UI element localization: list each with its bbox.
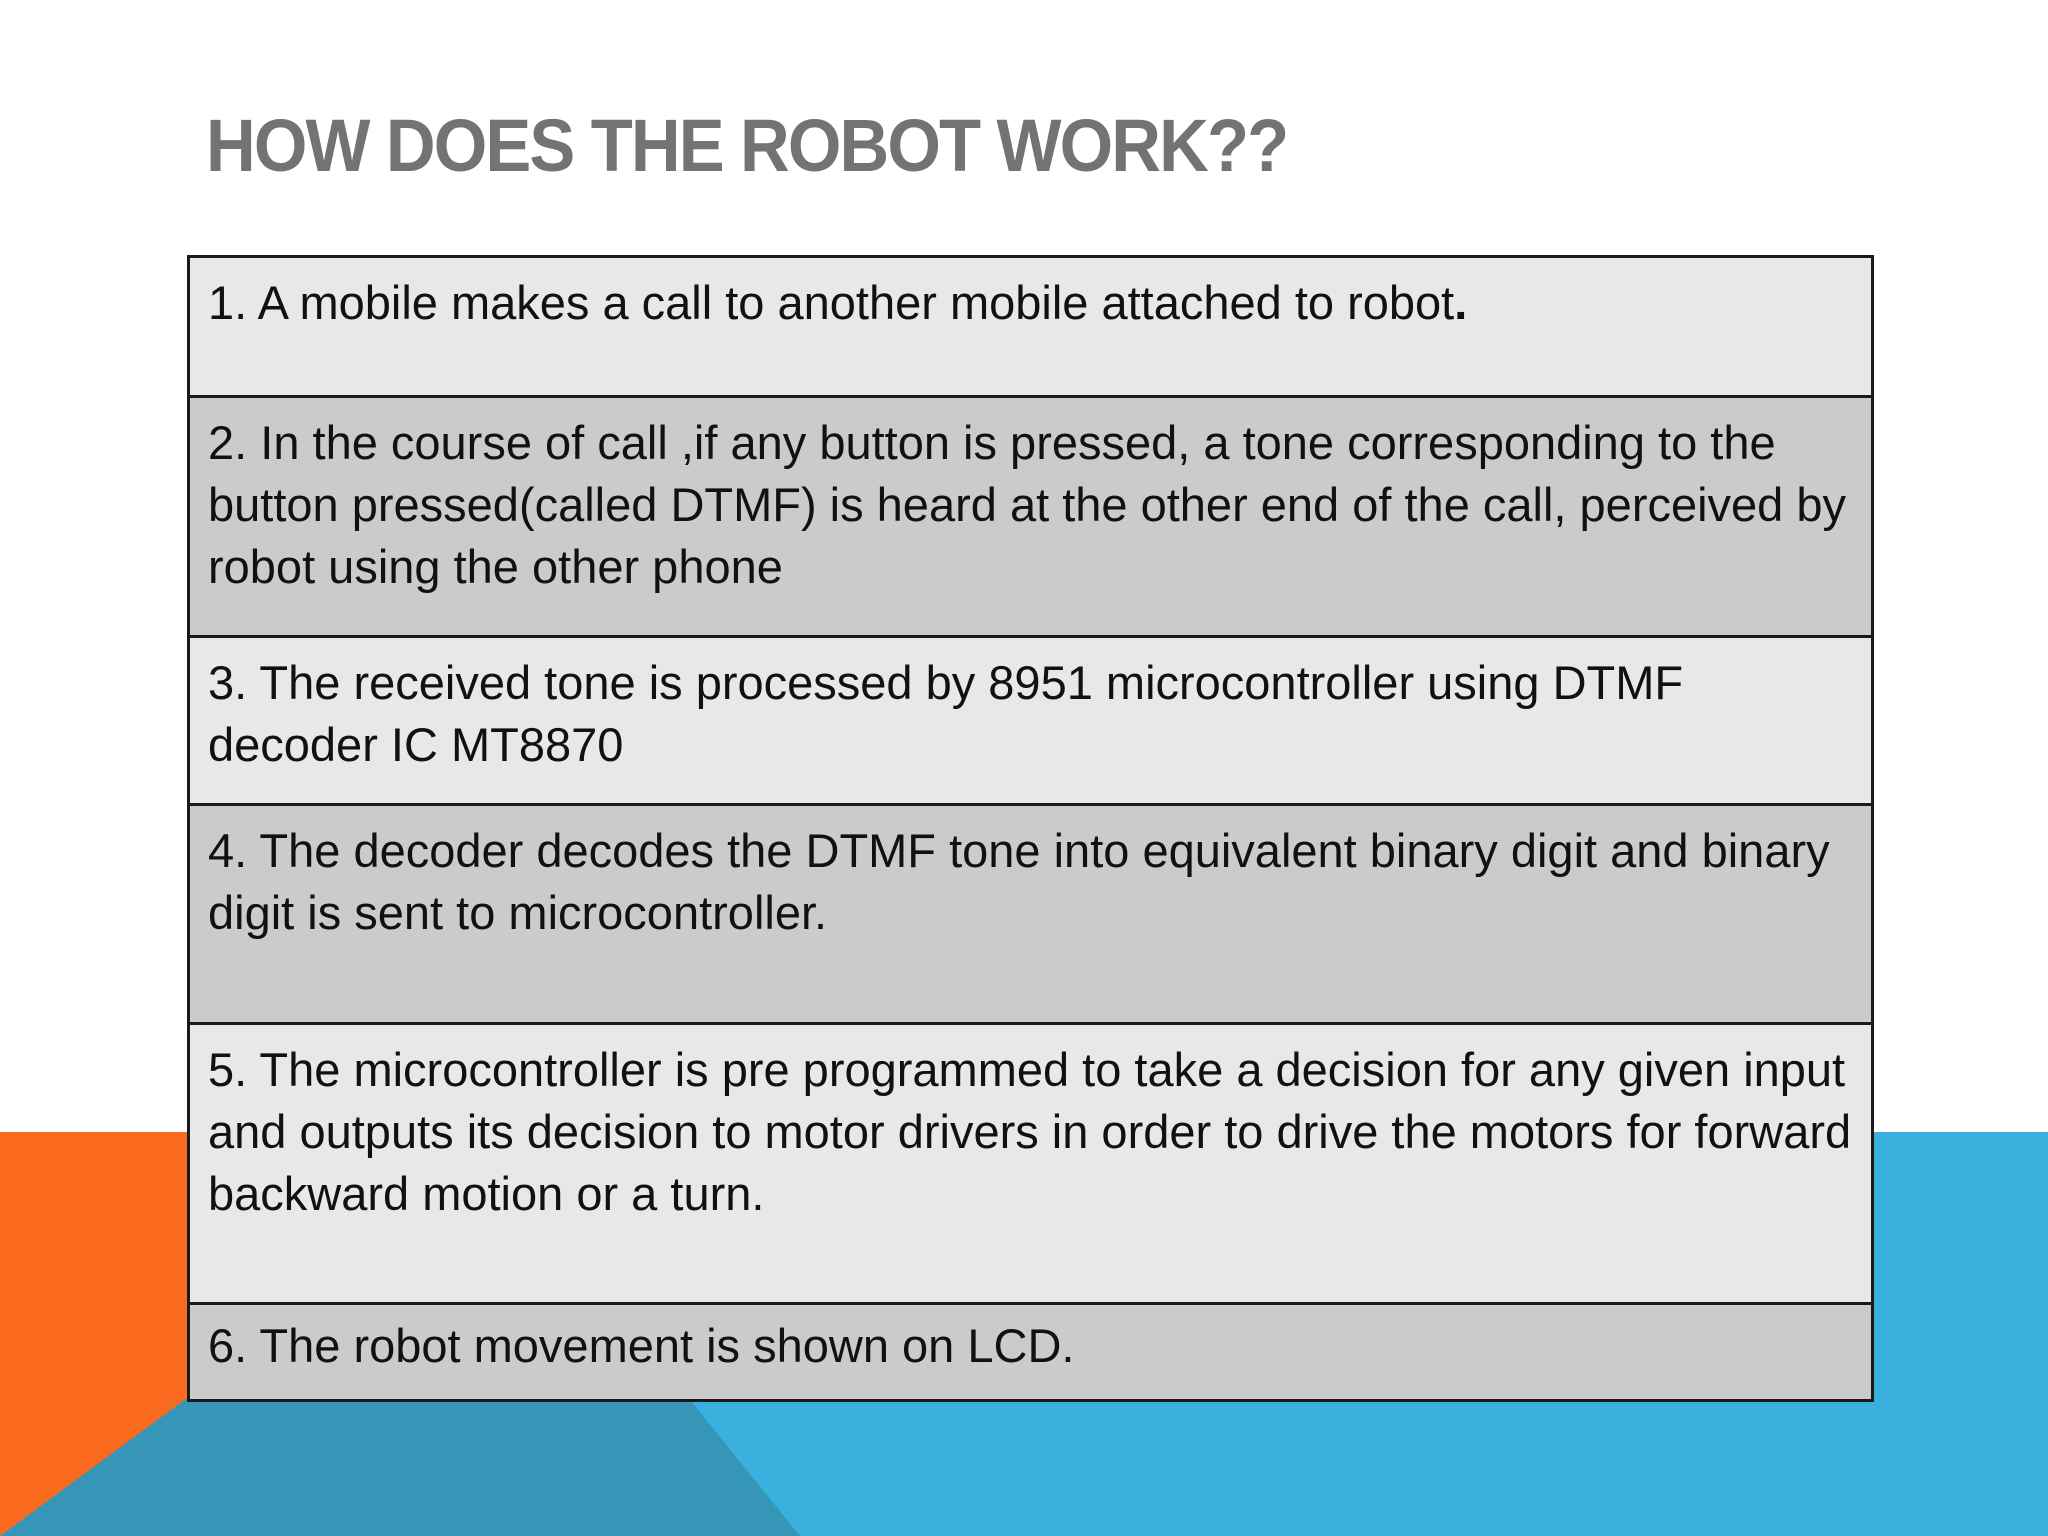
step-text: 1. A mobile makes a call to another mobile attached to robot — [208, 276, 1455, 329]
slide-title: HOW DOES THE ROBOT WORK?? — [206, 104, 1288, 187]
step-row — [189, 805, 1873, 1024]
step-text: 5. The microcontroller is pre programmed to take a decision for any given input and outputs its decision to motor drivers in order to drive the motors for forward backward motion or a turn. — [208, 1043, 1852, 1220]
step-row — [189, 637, 1873, 805]
step-text: 4. The decoder decodes the DTMF tone into equivalent binary digit and binary digit is sent to microcontroller. — [208, 824, 1830, 939]
step-cell — [189, 805, 1873, 1024]
step-cell — [189, 257, 1873, 397]
step-cell — [189, 397, 1873, 637]
step-trailing-period: . — [1454, 276, 1468, 329]
step-text: 6. The robot movement is shown on LCD. — [208, 1319, 1075, 1372]
step-cell — [189, 1304, 1873, 1401]
step-row — [189, 257, 1873, 397]
steps-table — [187, 255, 1874, 1402]
step-row — [189, 1304, 1873, 1401]
step-row — [189, 1024, 1873, 1304]
step-cell — [189, 1024, 1873, 1304]
step-row — [189, 397, 1873, 637]
step-text: 3. The received tone is processed by 8951 microcontroller using DTMF decoder IC MT8870 — [208, 656, 1684, 771]
step-cell — [189, 637, 1873, 805]
step-text: 2. In the course of call ,if any button is pressed, a tone corresponding to the button pressed(called DTMF) is heard at the other end of the call, perceived by robot using the other phone — [208, 416, 1847, 593]
